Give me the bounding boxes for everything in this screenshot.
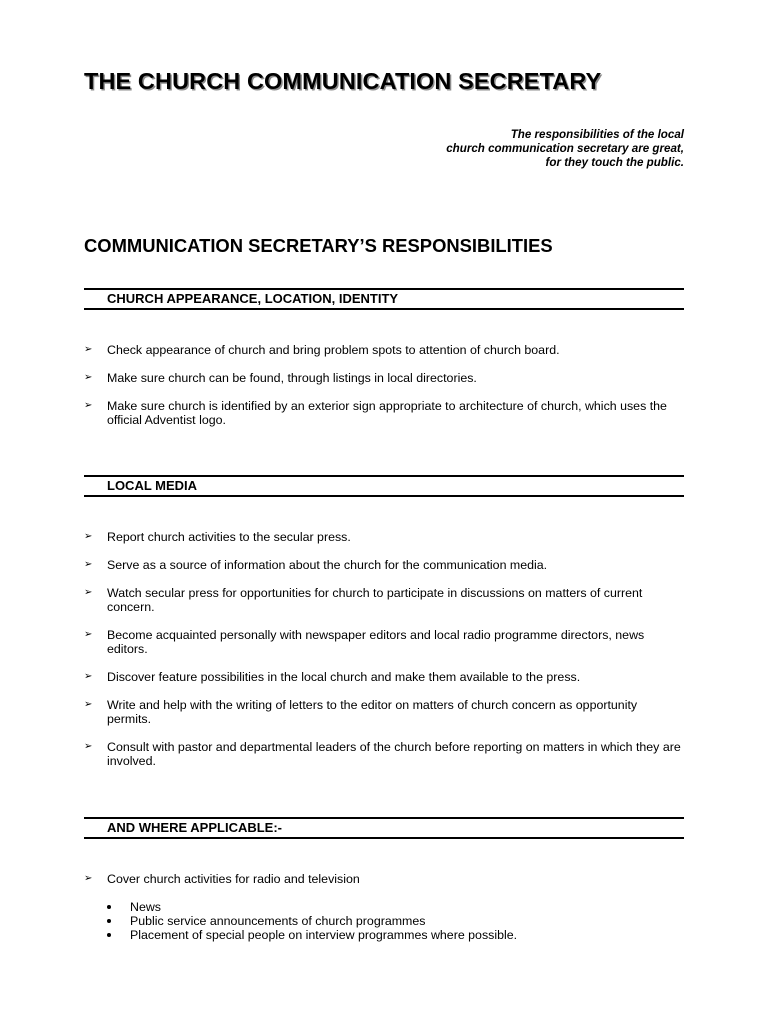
- arrow-bullet-icon: ➢: [84, 372, 93, 383]
- sub-list-item-text: Public service announcements of church programmes: [130, 914, 426, 928]
- section-heading: LOCAL MEDIA: [107, 478, 198, 493]
- sub-list-item-text: Placement of special people on interview programmes where possible.: [130, 928, 518, 942]
- epigraph-quote: [324, 128, 684, 170]
- sub-list-item: [107, 914, 684, 928]
- section-heading-band: [84, 475, 684, 497]
- quote-line: for they touch the public.: [545, 156, 684, 169]
- bullet-dot-icon: [107, 919, 111, 923]
- list-item: [84, 586, 684, 614]
- list-item: [84, 628, 684, 656]
- sub-list-item: [107, 900, 684, 914]
- list-item-text: Discover feature possibilities in the local church and make them available to the press.: [107, 670, 581, 684]
- section-heading: CHURCH APPEARANCE, LOCATION, IDENTITY: [107, 291, 399, 306]
- list-item-text: Consult with pastor and departmental leaders of the church before reporting on matters in which they are involved.: [107, 740, 681, 768]
- quote-line: The responsibilities of the local: [510, 128, 684, 141]
- arrow-bullet-icon: ➢: [84, 559, 93, 570]
- list-item: [84, 872, 684, 886]
- section-heading: AND WHERE APPLICABLE:-: [107, 820, 283, 835]
- arrow-bullet-icon: ➢: [84, 587, 93, 598]
- bullet-dot-icon: [107, 933, 111, 937]
- arrow-bullet-icon: ➢: [84, 699, 93, 710]
- bullet-dot-icon: [107, 905, 111, 909]
- arrow-bullet-icon: ➢: [84, 873, 93, 884]
- arrow-bullet-icon: ➢: [84, 741, 93, 752]
- sub-list-item: [107, 928, 684, 942]
- section-heading-band: [84, 288, 684, 310]
- list-item-text: Become acquainted personally with newspaper editors and local radio programme directors, news editors.: [107, 628, 645, 656]
- list-item-text: Make sure church can be found, through listings in local directories.: [107, 371, 477, 385]
- list-item: [84, 558, 684, 572]
- list-item-text: Check appearance of church and bring problem spots to attention of church board.: [107, 343, 560, 357]
- section-title: COMMUNICATION SECRETARY’S RESPONSIBILITIES: [84, 235, 553, 256]
- list-item: [84, 399, 684, 427]
- list-item: [84, 698, 684, 726]
- sub-list-item-text: News: [130, 900, 161, 914]
- list-item-text: Make sure church is identified by an exterior sign appropriate to architecture of church, which uses the official Adventist logo.: [107, 399, 667, 427]
- section-heading-band: [84, 817, 684, 839]
- arrow-bullet-icon: ➢: [84, 344, 93, 355]
- arrow-bullet-icon: ➢: [84, 629, 93, 640]
- list-item-text: Report church activities to the secular press.: [107, 530, 351, 544]
- list-item-text: Write and help with the writing of letters to the editor on matters of church concern as opportunity permits.: [107, 698, 638, 726]
- list-item-text: Cover church activities for radio and television: [107, 872, 360, 886]
- arrow-bullet-icon: ➢: [84, 400, 93, 411]
- arrow-bullet-icon: ➢: [84, 531, 93, 542]
- list-item-text: Watch secular press for opportunities for church to participate in discussions on matters of current concern.: [107, 586, 643, 614]
- quote-line: church communication secretary are great,: [446, 142, 684, 155]
- list-item: [84, 371, 684, 385]
- document-title: THE CHURCH COMMUNICATION SECRETARY: [84, 68, 602, 94]
- list-item-text: Serve as a source of information about the church for the communication media.: [107, 558, 548, 572]
- list-item: [84, 670, 684, 684]
- list-item: [84, 343, 684, 357]
- list-item: [84, 740, 684, 768]
- arrow-bullet-icon: ➢: [84, 671, 93, 682]
- list-item: [84, 530, 684, 544]
